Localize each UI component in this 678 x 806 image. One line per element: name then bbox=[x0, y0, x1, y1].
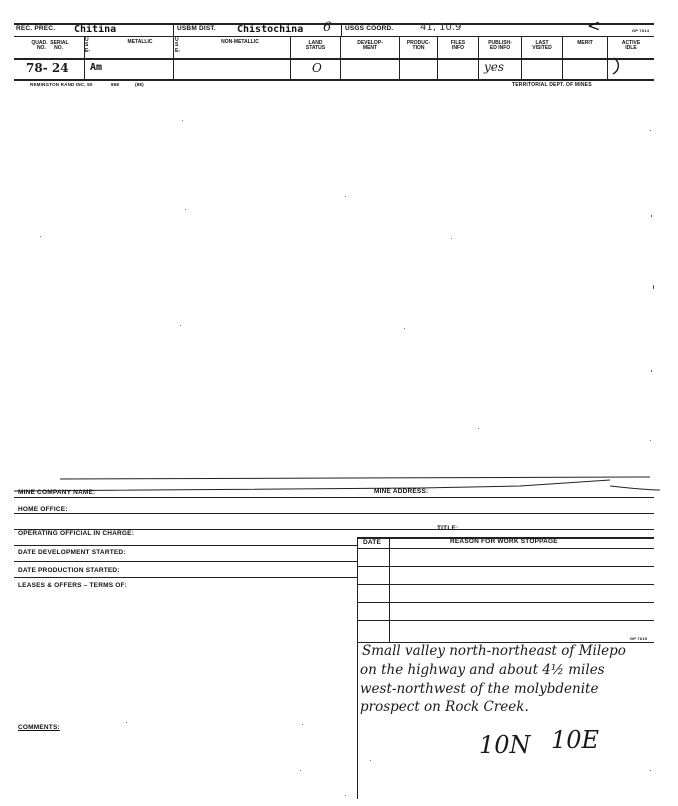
note-line-4: prospect on Rock Creek. bbox=[360, 699, 529, 715]
usbm-dist-value: Chistochina bbox=[237, 24, 304, 35]
col-production: PRODUC- TION bbox=[406, 40, 431, 52]
form-number-2: GP 7615 bbox=[630, 636, 648, 641]
reason-column-label: REASON FOR WORK STOPPAGE bbox=[450, 538, 558, 545]
rec-prec-label: REC. PREC. bbox=[16, 25, 56, 32]
usbm-dist-label: USBM DIST. bbox=[177, 25, 216, 32]
col-merit: MERIT bbox=[577, 40, 593, 46]
note-line-3: west-northwest of the molybdenite bbox=[360, 681, 599, 697]
col-use-1: U S E- bbox=[85, 37, 90, 54]
title-label: TITLE: bbox=[437, 525, 459, 532]
record-published-info: yes bbox=[484, 60, 505, 74]
note-line-1: Small valley north-northeast of Milepo bbox=[362, 643, 626, 659]
home-office-label: HOME OFFICE: bbox=[18, 506, 68, 513]
usgs-coord-value: 41, 10.9 bbox=[420, 22, 462, 33]
col-quad-serial: QUAD. SERIAL NO. NO. bbox=[31, 40, 69, 52]
record-metallic-code: Am bbox=[90, 62, 103, 73]
usgs-coord-label: USGS COORD. bbox=[345, 25, 394, 32]
printer-line: REMINGTON RAND INC. 50 bbox=[30, 82, 93, 87]
col-last-visited: LAST VISITED bbox=[532, 40, 552, 52]
mine-company-name-label: MINE COMPANY NAME: bbox=[18, 489, 96, 496]
mine-address-label: MINE ADDRESS: bbox=[374, 488, 429, 495]
date-column-label: DATE bbox=[363, 539, 382, 546]
col-active-idle: ACTIVE IDLE bbox=[621, 40, 641, 52]
usbm-dist-mark: 6 bbox=[323, 20, 332, 35]
note-township: 10N bbox=[479, 731, 531, 759]
date-production-label: DATE PRODUCTION STARTED: bbox=[18, 567, 120, 574]
operating-official-label: OPERATING OFFICIAL IN CHARGE: bbox=[18, 530, 135, 537]
col-metallic: METALLIC bbox=[127, 39, 153, 45]
torn-edge-lines bbox=[0, 468, 678, 498]
note-range: 10E bbox=[551, 726, 600, 754]
col-use-2: U S E- bbox=[175, 37, 180, 54]
checkmark-icon: < bbox=[587, 16, 601, 35]
col-development: DEVELOP- MENT bbox=[357, 40, 383, 52]
col-non-metallic: NON-METALLIC bbox=[221, 39, 259, 45]
printer-code-2: (88) bbox=[135, 82, 144, 87]
col-files-info: FILES INFO bbox=[450, 40, 466, 52]
record-land-status: O bbox=[312, 61, 322, 75]
rec-prec-value: Chitina bbox=[74, 24, 117, 35]
leases-label: LEASES & OFFERS – TERMS OF: bbox=[18, 582, 128, 589]
comments-label: COMMENTS: bbox=[18, 724, 60, 731]
form-number: GP 7614 bbox=[632, 28, 650, 33]
printer-code-1: 868 bbox=[111, 82, 120, 87]
col-published-info: PUBLISH- ED INFO bbox=[488, 40, 512, 52]
record-quad-serial: 78- 24 bbox=[26, 61, 69, 75]
col-land-status: LAND STATUS bbox=[305, 40, 326, 52]
note-line-2: on the highway and about 4½ miles bbox=[360, 662, 605, 678]
date-development-label: DATE DEVELOPMENT STARTED: bbox=[18, 549, 126, 556]
department-line: TERRITORIAL DEPT. OF MINES bbox=[512, 82, 592, 88]
active-mark-icon bbox=[606, 56, 624, 78]
